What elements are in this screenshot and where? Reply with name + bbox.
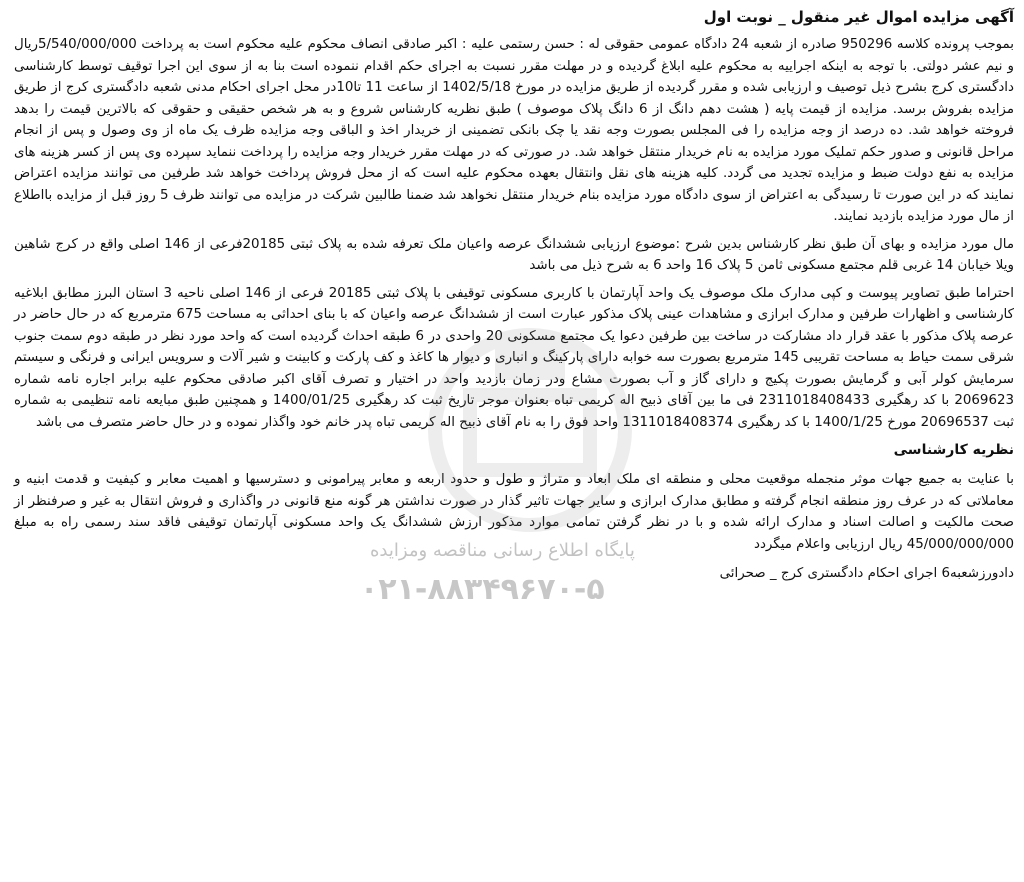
notice-title: آگهی مزایده اموال غیر منقول _ نوبت اول bbox=[703, 8, 1014, 26]
watermark-phone: ۰۲۱-۸۸۳۴۹۶۷۰-۵ bbox=[360, 572, 605, 607]
signature-line: دادورزشعبه6 اجرای احکام دادگستری کرج _ صحرائی bbox=[719, 566, 1014, 581]
watermark-text: پایگاه اطلاع رسانی مناقصه ومزایده bbox=[370, 540, 635, 561]
expert-opinion-paragraph: با عنایت به جمیع جهات موثر منجمله موقعیت محلی و منطقه ای ملک ابعاد و متراژ و طول و حدود اربعه و معابر پیرامونی و دسترسیها و اهمیت معابر و کیفیت و قدمت ابنیه و معاملاتی که در عرف روز منطقه انجام گرفته و مطابق مدارک ابرازی و سایر جهات تاثیر گذار در صورت نداشتن هر گونه منع قانونی در واگذاری و فروش انتقال به غیر و صرفنظر از صحت مالکیت و اصالت اسناد و مدارک ارائه شده و با در نظر گرفتن تمامی موارد مذکور ارزش ششدانگ یک واحد مسکونی آپارتمان توقیفی فاقد سند رسمی راه به مبلغ 45/000/000/000 ریال ارزیابی واعلام میگردد bbox=[14, 472, 1014, 552]
notice-paragraph-1: بموجب پرونده کلاسه 950296 صادره از شعبه 24 دادگاه عمومی حقوقی له : حسن رستمی علیه : اکبر صادقی انصاف محکوم علیه محکوم است به پرداخت 5/540/000/000ریال و نیم عشر دولتی. با توجه به اینکه اجراییه به محکوم علیه ابلاغ گردیده و در مهلت مقرر نسبت به اجرای حکم اقدام ننموده است بنا به از سوی این اجرا توقیف توسط کارشناسی دادگستری کرج بشرح ذیل توصیف و ارزیابی شده و مقرر گردیده از طریق مزایده در مورخ 1402/5/18 از ساعت 11 تا10در محل اجرای احکام مدنی شعبه دادگستری کرج از طریق مزایده بفروش برسد. مزایده از قیمت پایه ( هشت دهم دانگ از 6 دانگ پلاک موصوف ) طبق نظریه کارشناس شروع و به هر شخص حقیقی و حقوقی که بالاترین قیمت را بدهد فروخته خواهد شد. ده درصد از وجه مزایده را فی المجلس بصورت وجه نقد یا چک بانکی تضمینی از خریدار اخذ و الباقی وجه مزایده ظرف یک ماه از وی وصول و پس از انجام مراحل قانونی و صدور حکم تملیک مورد مزایده به نام خریدار منتقل خواهد شد. در صورتی که در مهلت مقرر خریدار وجه مزایده را پرداخت ننماید سپرده وی پس از کسر هزینه های مزایده به نفع دولت ضبط و مزایده تجدید می گردد. کلیه هزینه های نقل وانتقال بعهده محکوم علیه است که از محل فروش پرداخت خواهد شد طرفین می توانند مزایده اعتراض نمایند که در این صورت تا رسیدگی به اعتراض از سوی دادگاه مورد مزایده بنام خریدار منتقل نخواهد شد ضمنا طالبین شرکت در مزایده می توانند ظرف 5 روز قبل از مزایده بااطلاع از مال مورد مزایده بازدید نمایند. bbox=[14, 37, 1014, 224]
expert-opinion-heading: نظریه کارشناسی bbox=[893, 442, 1014, 458]
notice-paragraph-3: احتراما طبق تصاویر پیوست و کپی مدارک ملک موصوف یک واحد آپارتمان با کاربری مسکونی توقیفی با پلاک ثبتی 20185 فرعی از 146 اصلی ناحیه 3 استان البرز مطابق ابلاغیه کارشناسی و اظهارات طرفین و مدارک ابرازی و مشاهدات عینی پلاک مذکور عبارت است از ششدانگ عرصه واعیان که با بنای احداثی به مساحت 675 مترمربع که در حال حاضر در عرصه پلاک مذکور با عقد قرار داد مشارکت در ساخت بین طرفین دعوا یک مجتمع مسکونی 20 واحدی در 6 طبقه احداث گردیده است که واحد مورد نظر در طبقه دوم سمت جنوب شرقی سمت حیاط به مساحت تقریبی 145 مترمربع بصورت سه خوابه دارای پارکینگ و انباری و دیوار ها کاغذ و کف پارکت و کابینت و شیر آلات و سرویس ایرانی و فرنگی و سیستم سرمایش کولر آبی و گرمایش بصورت پکیج و دارای گاز و آب بصورت مشاع ودر زمان بازدید واحد در اختیار و تصرف آقای اکبر صادقی محکوم علیه برابر اجاره نامه شماره 2069623 با کد رهگیری 2311018408433 فی ما بین آقای ذبیح اله کریمی تباه بعنوان موجر تاریخ ثبت کد رهگیری 1400/01/25 و همچنین طبق مبایعه نامه تنظیمی به شماره ثبت 20696537 مورخ 1400/1/25 با کد رهگیری 1311018408374 واحد فوق را به نام آقای ذبیح اله کریمی تباه پدر خانم خود واگذار نموده و در حال حاضر متصرف می باشد bbox=[14, 285, 1014, 430]
notice-paragraph-2: مال مورد مزایده و بهای آن طبق نظر کارشناس بدین شرح :موضوع ارزیابی ششدانگ عرصه واعیان ملک تعرفه شده به پلاک ثبتی 20185فرعی از 146 اصلی واقع در کرج شاهین ویلا خیابان 14 غربی قلم مجتمع مسکونی ثامن 5 پلاک 16 واحد 6 به شرح ذیل می باشد bbox=[14, 236, 1015, 273]
